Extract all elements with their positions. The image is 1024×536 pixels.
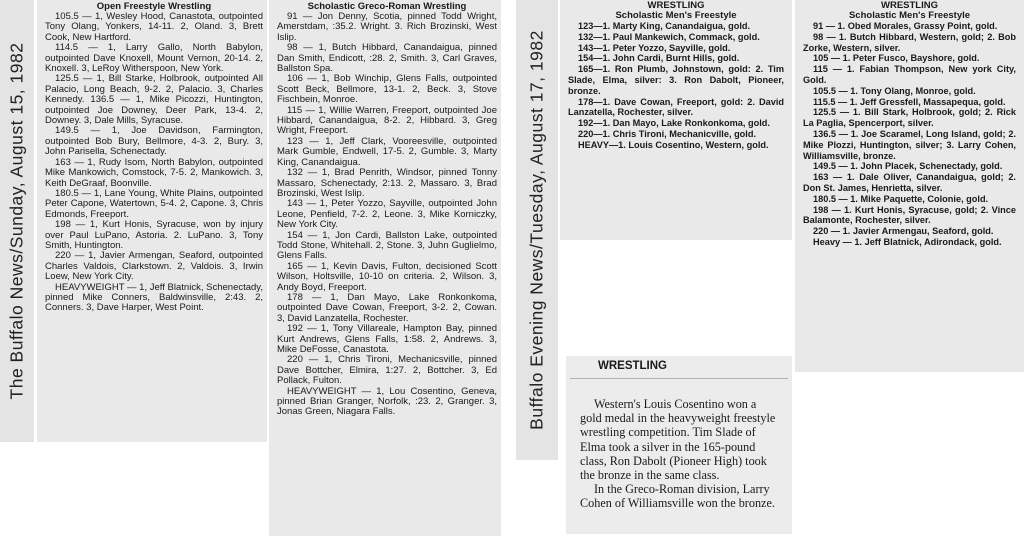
result-entry: 143—1. Peter Yozzo, Sayville, gold. [578,42,731,53]
clip1-open-freestyle-column [37,0,267,442]
result-entry: 114.5 — 1, Larry Gallo, North Babylon, outpointed Dave Knoxell, Mount Vernon, 20-14. 2, Knoxell. 3, LeRoy Witherspoon, New York. [45,42,263,75]
result-entry: HEAVYWEIGHT — 1, Jeff Blatnick, Schenectady, pinned Mike Conners, Baldwinsville, 2:43. 2, Conners. 3, Dave Harper, West Point. [45,281,263,314]
result-entry: 136.5 — 1. Joe Scaramel, Long Island, gold; 2. Mike Plozzi, Huntington, silver; 3. Larry Cohen, Williamsville, bronze. [803,128,1016,161]
result-entry: 125.5 — 1. Bill Stark, Holbrook, gold; 2. Rick La Paglia, Spencerport, silver. [803,107,1016,129]
result-entry: 165—1. Ron Plumb, Johnstown, gold: 2. Tim Slade, Elma, silver: 3. Ron Dabolt, Pioneer, bronze. [568,64,784,96]
clip1-date-label: The Buffalo News/Sunday, August 15, 1982 [6,42,27,400]
result-entry: 220 — 1. Javier Armengau, Seaford, gold. [813,226,994,237]
result-entry: 180.5 — 1, Lane Young, White Plains, outpointed Peter Capone, Watertown, 5-4. 2, Capone. 3, Chris Edmonds, Freeport. [45,187,263,220]
result-entry: 123 — 1, Jeff Clark, Vooreesville, outpointed Mark Gumble, Endwell, 17-5. 2, Gumble. 3, Marty King, Canandaigua. [277,135,497,168]
clip1-open-freestyle-heading: Open Freestyle Wrestling [96,1,212,12]
clip2-left-results [568,21,784,151]
result-entry: 154 — 1, Jon Cardi, Ballston Lake, outpointed Todd Stone, Whitehall. 2, Stone. 3, Juhn Guglielmo, Glens Falls. [277,229,497,262]
result-entry: HEAVY—1. Louis Cosentino, Western, gold. [578,139,769,150]
result-entry: 220 — 1, Chris Tironi, Mechanicsville, pinned Dave Bottcher, Elmira, 1:27. 2, Bottcher. 3, Ed Pollack, Fulton. [277,354,497,387]
clip2-left-subheading: Scholastic Men's Freestyle [615,10,737,21]
result-entry: 149.5 — 1. John Placek, Schenectady, gold. [813,161,1003,172]
result-entry: 91 — Jon Denny, Scotia, pinned Todd Wright, Amerstdam, :35.2. Wright. 3. Rich Brozinski, West Islip. [277,11,497,43]
result-entry: 132 — 1, Brad Penrith, Windsor, pinned Tonny Massaro, Schenectady, 2:13. 2, Massaro. 3, Brad Brozinski, West Islip. [277,167,497,199]
result-entry: 143 — 1, Peter Yozzo, Sayville, outpointed John Leone, Penfield, 7-2. 2, Leone. 3, Mike Korniczky, New York City. [277,198,497,231]
result-entry: 123—1. Marty King, Canandaigua, gold. [578,21,751,31]
result-entry: 154—1. John Cardi, Burnt Hills, gold. [578,53,740,64]
result-entry: 98 — 1. Butch Hibbard, Western, gold; 2. Bob Zorke, Western, silver. [803,31,1016,53]
result-entry: 105.5 — 1. Tony Olang, Monroe, gold. [813,85,976,96]
clip2-right-results [803,21,1016,248]
result-entry: 163 — 1. Dale Oliver, Canandaigua, gold; 2. Don St. James, Henrietta, silver. [803,172,1016,193]
clip2-wrestling-story [566,356,792,534]
result-entry: 220 — 1, Javier Armengan, Seaford, outpointed Charles Valdois, Clarkstown. 2, Valdois. 3, Irwin Loew, New York City. [45,250,263,283]
result-entry: 149.5 — 1, Joe Davidson, Farmington, outpointed Bob Bury, Bellmore, 4-3. 2, Bury. 3, John Parisella, Schenectady. [45,125,263,158]
result-entry: 125.5 — 1, Bill Starke, Holbrook, outpointed All Palacio, Long Beach, 9-2. 2, Palacio. 3, Charles Kennedy. 136.5 — 1, Mike Picozzi, Huntington, outpointed Joe Downey, Deer Park, 13-4. 2, Downey. 3, Dale Mills, Syracuse. [45,73,263,127]
clip1-greco-roman-column [269,0,501,536]
result-entry: 198 — 1, Kurt Honis, Syracuse, won by injury over Paul LuPano, Astoria. 2. LuPano. 3, Tony Smith, Huntington. [45,219,263,251]
result-entry: 115 — 1. Fabian Thompson, New york City, Gold. [803,64,1016,85]
clip2-right-heading: WRESTLING [881,0,938,11]
result-entry: 180.5 — 1. Mike Paquette, Colonie, gold. [813,193,989,204]
result-entry: 220—1. Chris Tironi, Mechanicville, gold. [578,128,757,139]
result-entry: 115.5 — 1. Jeff Gressfell, Massapequa, gold. [813,96,1006,107]
clip1-greco-roman-heading: Scholastic Greco-Roman Wrestling [307,1,467,12]
result-entry: 163 — 1, Rudy Isom, North Babylon, outpointed Mike Mankowich, Comstock, 7-5. 2, Mankowich. 3, Keith DeGraaf, Boonville. [45,156,263,189]
clip2-date-label-strip [516,0,558,460]
result-entry: 105 — 1. Peter Fusco, Bayshore, gold. [813,53,980,64]
result-entry: 165 — 1, Kevin Davis, Fulton, decisioned Scott Wilson, Holtsville, 10-10 on criteria. 2, Wilson. 3, Andy Boyd, Freeport. [277,260,497,293]
result-entry: 105.5 — 1, Wesley Hood, Canastota, outpointed Tony Olang, Yonkers, 14-11. 2, Oland. 3, Brett Cook, New Hartford. [45,11,263,43]
result-entry: 178—1. Dave Cowan, Freeport, gold: 2. David Lanzatella, Rochester, silver. [568,96,784,118]
result-entry: 198 — 1. Kurt Honis, Syracuse, gold; 2. Vince Balamonte, Rochester, silver. [803,204,1016,226]
clip2-left-heading: WRESTLING [647,0,705,11]
result-entry: 132—1. Paul Mankewich, Commack, gold. [578,31,760,42]
result-entry: 192 — 1, Tony Villareale, Hampton Bay, pinned Kurt Andrews, Glens Falls, 1:58. 2, Andrews. 3, Mike DeFosse, Canastota. [277,323,497,355]
result-entry: 178 — 1, Dan Mayo, Lake Ronkonkoma, outpointed Dave Cowan, Freeport, 3-2. 2, Cowan. 3, David Lanzatella, Rochester. [277,291,497,324]
result-entry: 98 — 1, Butch Hibbard, Canandaigua, pinned Dan Smith, Endicott, :28. 2, Smith. 3, Carl Graves, Ballston Spa. [277,42,497,75]
result-entry: Heavy — 1. Jeff Blatnick, Adirondack, gold. [813,236,1002,247]
result-entry: 91 — 1. Obed Morales, Grassy Point, gold. [813,21,998,31]
result-entry: HEAVYWEIGHT — 1, Lou Cosentino, Geneva, pinned Brian Granger, Norfolk, :23. 2, Granger. 3, Jonas Green, Niagara Falls. [277,385,497,418]
story-paragraph: In the Greco-Roman division, Larry Cohen of Williamsville won the bronze. [580,482,775,511]
clip1-greco-roman-results [277,12,497,418]
clip2-date-label: Buffalo Evening News/Tuesday, August 17, 1982 [526,30,547,430]
clip1-date-label-strip [0,0,34,442]
clip2-freestyle-column-left [560,0,792,240]
result-entry: 115 — 1, Willie Warren, Freeport, outpointed Joe Hibbard, Canandaigua, 8-2. 2, Hibbard. 3, Greg Wright, Freeport. [277,104,497,137]
story-paragraph: Western's Louis Cosentino won a gold medal in the heavyweight freestyle wrestling competition. Tim Slade of Elma took a silver in the 165-pound class, Ron Dabolt (Pioneer High) took the bronze in the same class. [580,397,776,483]
result-entry: 106 — 1, Bob Winchip, Glens Falls, outpointed Scott Beck, Bellmore, 13-1. 2, Beck. 3, Stove Fischbein, Monroe. [277,73,497,106]
clip2-right-subheading: Scholastic Men's Freestyle [848,10,971,21]
clip2-story-heading: WRESTLING [570,356,788,379]
clip2-freestyle-column-right [795,0,1024,372]
clip2-story-body [566,397,792,511]
clip1-open-freestyle-results [45,12,263,314]
result-entry: 192—1. Dan Mayo, Lake Ronkonkoma, gold. [578,118,770,129]
